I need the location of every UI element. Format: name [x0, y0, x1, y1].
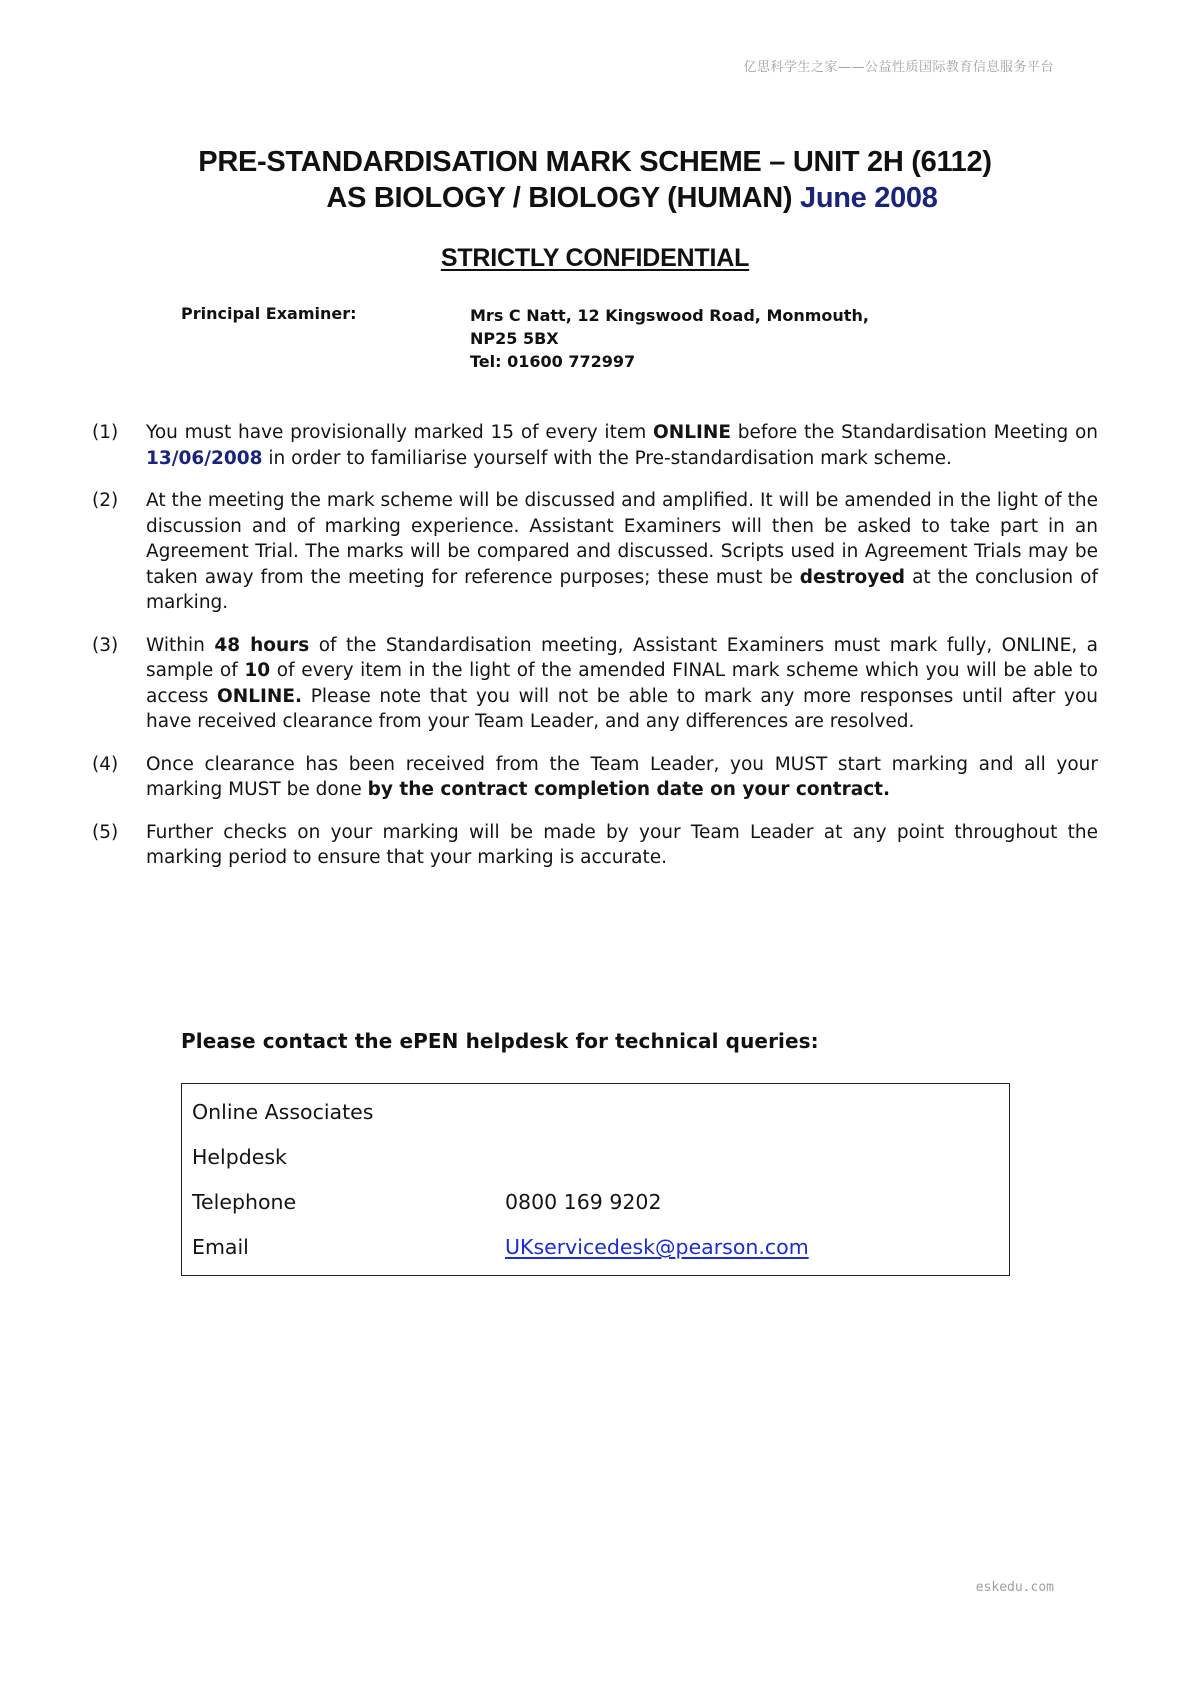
instruction-number: (3): [92, 634, 119, 656]
body-text: Once clearance has been received from the Team Leader, you MUST start marking and all your marking MUST be done: [146, 753, 1098, 800]
examiner-details: [470, 304, 869, 373]
body-text: Please note that you will not be able to mark any more responses until after you have received clearance from your Team Leader, and any differences are resolved.: [146, 685, 1098, 732]
instruction-text: [146, 422, 1098, 469]
body-text: at the conclusion of marking.: [146, 566, 1098, 613]
confidential-heading: STRICTLY CONFIDENTIAL: [440, 244, 750, 272]
page-title: PRE-STANDARDISATION MARK SCHEME – UNIT 2H (6112): [198, 146, 992, 178]
page-subtitle: [0, 182, 1190, 215]
examiner-tel: Tel: 01600 772997: [470, 352, 636, 371]
body-text: Further checks on your marking will be made by your Team Leader at any point throughout the marking period to ensure that your marking is accurate.: [146, 821, 1098, 868]
watermark-bottom: eskedu.com: [975, 1580, 1054, 1595]
examiner-label: Principal Examiner:: [181, 304, 357, 323]
instruction-list: [92, 420, 1098, 888]
instruction-item: [92, 420, 1098, 471]
meeting-date: 13/06/2008: [146, 447, 263, 469]
emphasis-text: 10: [244, 660, 271, 681]
telephone-label: Telephone: [192, 1190, 297, 1214]
body-text: You must have provisionally marked 15 of every item: [146, 422, 653, 443]
examiner-address-line2: NP25 5BX: [470, 329, 559, 348]
examiner-address-line1: Mrs C Natt, 12 Kingswood Road, Monmouth,: [470, 306, 869, 325]
helpdesk-contact-box: [181, 1083, 1010, 1276]
subtitle-main: AS BIOLOGY / BIOLOGY (HUMAN): [326, 182, 793, 214]
emphasis-text: destroyed: [799, 566, 906, 588]
body-text: At the meeting the mark scheme will be discussed and amplified. It will be amended in the light of the discussion and of marking experience. Assistant Examiners will then be asked to take part in an Agreement Trial. The marks will be compared and discussed. Scripts used in Agreement Trials may be taken away from the meeting for reference purposes; these must be: [146, 490, 1098, 588]
instruction-text: [146, 635, 1098, 733]
helpdesk-org: [192, 1100, 373, 1124]
instruction-item: [92, 820, 1098, 871]
helpdesk-email-row: [192, 1235, 809, 1259]
emphasis-text: 48 hours: [214, 634, 310, 656]
instruction-item: [92, 752, 1098, 803]
instruction-text: [146, 822, 1098, 869]
instruction-number: (4): [92, 753, 119, 775]
helpdesk-org-label: Online Associates: [192, 1100, 374, 1124]
body-text: Within: [146, 634, 215, 656]
instruction-text: [146, 754, 1098, 801]
helpdesk-name-label: Helpdesk: [192, 1145, 287, 1169]
telephone-value: 0800 169 9202: [505, 1190, 662, 1214]
instruction-number: (2): [92, 490, 119, 511]
emphasis-text: ONLINE: [652, 422, 731, 443]
email-label: Email: [192, 1235, 249, 1259]
body-text: of every item in the light of the amended FINAL mark scheme which you will be able to access: [146, 660, 1098, 707]
instruction-text: [146, 490, 1098, 613]
instruction-number: (1): [92, 422, 119, 443]
emphasis-text: by the contract completion date on your contract.: [367, 779, 891, 800]
instruction-item: [92, 633, 1098, 735]
subtitle-date: June 2008: [800, 182, 938, 214]
body-text: before the Standardisation Meeting on: [731, 422, 1098, 443]
body-text: of the Standardisation meeting, Assistant Examiners must mark fully, ONLINE, a sample of: [146, 634, 1099, 681]
instruction-item: [92, 488, 1098, 616]
watermark-top: 亿思科学生之家——公益性质国际教育信息服务平台: [743, 60, 1054, 75]
email-link[interactable]: UKservicedesk@pearson.com: [505, 1235, 809, 1259]
helpdesk-name: [192, 1145, 287, 1169]
helpdesk-heading: Please contact the ePEN helpdesk for technical queries:: [181, 1029, 819, 1053]
instruction-number: (5): [92, 821, 119, 843]
helpdesk-telephone-row: [192, 1190, 662, 1214]
emphasis-text: ONLINE.: [217, 685, 303, 707]
body-text: in order to familiarise yourself with the Pre-standardisation mark scheme.: [262, 447, 952, 469]
